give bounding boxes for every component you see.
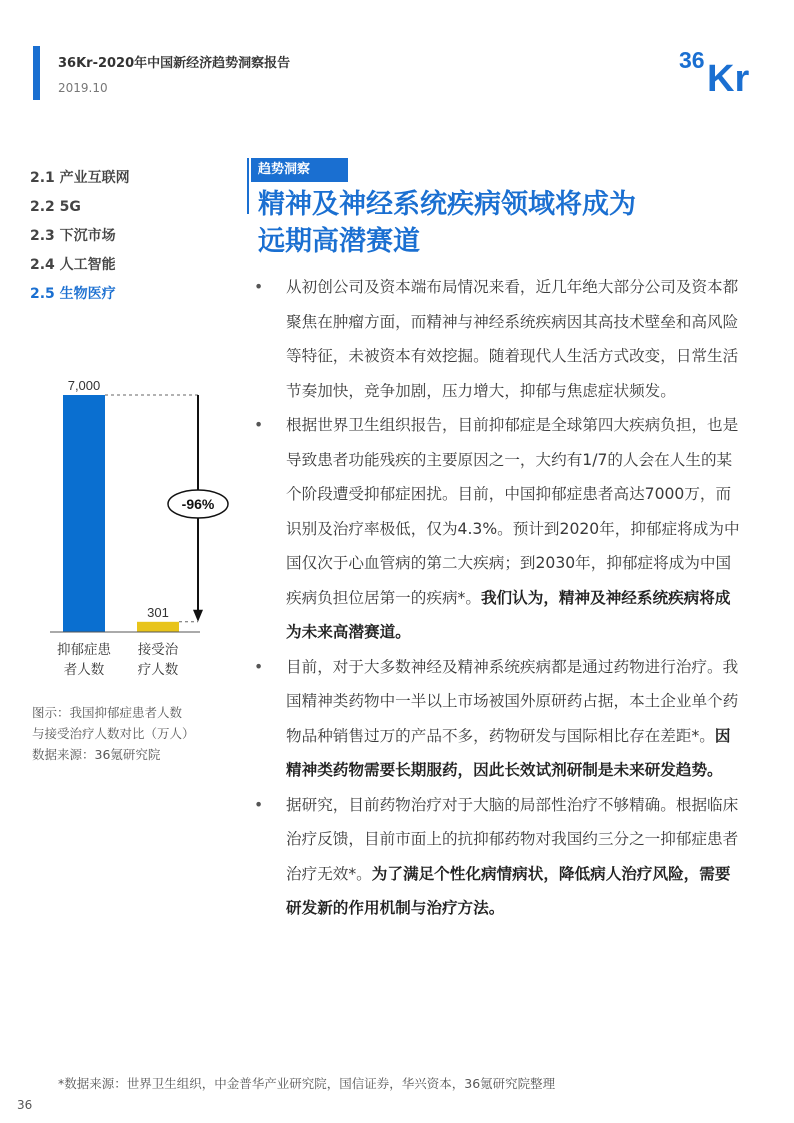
tag-accent-line <box>247 158 249 214</box>
percent-change-label: -96% <box>181 496 215 512</box>
header-accent-bar <box>33 46 40 100</box>
nav-item-biomedical[interactable]: 2.5 生物医疗 <box>30 286 116 302</box>
bar-value-label: 7,000 <box>67 378 101 393</box>
svg-text:Kr: Kr <box>707 58 750 96</box>
nav-item-industrial-internet[interactable]: 2.1 产业互联网 <box>30 170 130 186</box>
category-tick-label: 接受治 <box>137 642 179 658</box>
report-date: 2019.10 <box>58 81 108 95</box>
depression-chart <box>30 370 240 690</box>
category-tick-label: 疗人数 <box>137 662 179 678</box>
brand-logo <box>678 40 768 96</box>
bullet-dot-icon: • <box>254 416 264 434</box>
data-source-footnote: *数据来源：世界卫生组织，中金普华产业研究院，国信证券，华兴资本，36氪研究院整理 <box>58 1076 556 1091</box>
svg-text:36: 36 <box>679 47 705 73</box>
chart-caption <box>32 702 195 765</box>
bullet-emphasis: 我们认为，精神及神经系统疾病将成为未来高潜赛道。 <box>286 588 731 641</box>
report-title: 36Kr-2020年中国新经济趋势洞察报告 <box>58 56 291 71</box>
headline-line-1: 精神及神经系统疾病领域将成为 <box>258 189 636 220</box>
insight-list <box>254 270 742 926</box>
page-headline <box>258 186 738 260</box>
list-item <box>254 408 742 650</box>
bullet-text: 据研究，目前药物治疗对于大脑的局部性治疗不够精确。根据临床治疗反馈，目前市面上的抗抑郁药物对我国约三分之一抑郁症患者治疗无效*。 <box>286 795 739 883</box>
caption-line: 图示：我国抑郁症患者人数 <box>32 705 183 720</box>
bullet-emphasis: 因精神类药物需要长期服药，因此长效试剂研制是未来研发趋势。 <box>286 726 731 779</box>
bullet-text: 根据世界卫生组织报告，目前抑郁症是全球第四大疾病负担，也是导致患者功能残疾的主要原因之一，大约有1/7的人会在人生的某个阶段遭受抑郁症困扰。目前，中国抑郁症患者高达7000万，而识别及治疗率极低，仅为4.3%。预计到2020年，抑郁症将成为中国仅次于心血管病的第二大疾病；到2030年，抑郁症将成为中国疾病负担位居第一的疾病*。 <box>286 416 740 607</box>
list-item <box>254 270 742 408</box>
list-item <box>254 650 742 788</box>
bullet-dot-icon: • <box>254 795 264 814</box>
bullet-text: 从初创公司及资本端布局情况来看，近几年绝大部分公司及资本都聚焦在肿瘤方面，而精神与神经系统疾病因其高技术壁垒和高风险等特征，未被资本有效挖掘。随着现代人生活方式改变，日常生活节奏加快，竞争加剧，压力增大，抑郁与焦虑症状频发。 <box>286 278 739 400</box>
category-tick-label: 抑郁症患 <box>57 642 111 658</box>
bullet-dot-icon: • <box>254 278 264 296</box>
list-item <box>254 788 742 926</box>
logo-36kr-icon <box>678 40 768 96</box>
category-tick-label: 者人数 <box>63 662 105 678</box>
chart-bar <box>137 622 179 632</box>
section-tag: 趋势洞察 <box>251 158 348 182</box>
nav-item-lower-tier-market[interactable]: 2.3 下沉市场 <box>30 228 116 244</box>
section-nav <box>30 166 130 311</box>
bullet-text: 目前，对于大多数神经及精神系统疾病都是通过药物进行治疗。我国精神类药物中一半以上市场被国外原研药占据，本土企业单个药物品种销售过万的产品不多，药物研发与国际相比存在差距*。 <box>286 657 739 745</box>
nav-item-5g[interactable]: 2.2 5G <box>30 199 81 215</box>
chart-canvas <box>30 370 240 690</box>
nav-item-ai[interactable]: 2.4 人工智能 <box>30 257 116 273</box>
bullet-emphasis: 为了满足个性化病情病状，降低病人治疗风险，需要研发新的作用机制与治疗方法。 <box>286 864 731 917</box>
caption-source: 数据来源：36氪研究院 <box>32 747 161 762</box>
bullet-dot-icon: • <box>254 657 264 676</box>
caption-line: 与接受治疗人数对比（万人） <box>32 726 195 741</box>
chart-bar <box>63 395 105 632</box>
page-number: 36 <box>17 1098 33 1112</box>
bar-value-label: 301 <box>147 604 169 620</box>
arrow-head-icon <box>193 610 203 622</box>
headline-line-2: 远期高潜赛道 <box>258 226 420 257</box>
